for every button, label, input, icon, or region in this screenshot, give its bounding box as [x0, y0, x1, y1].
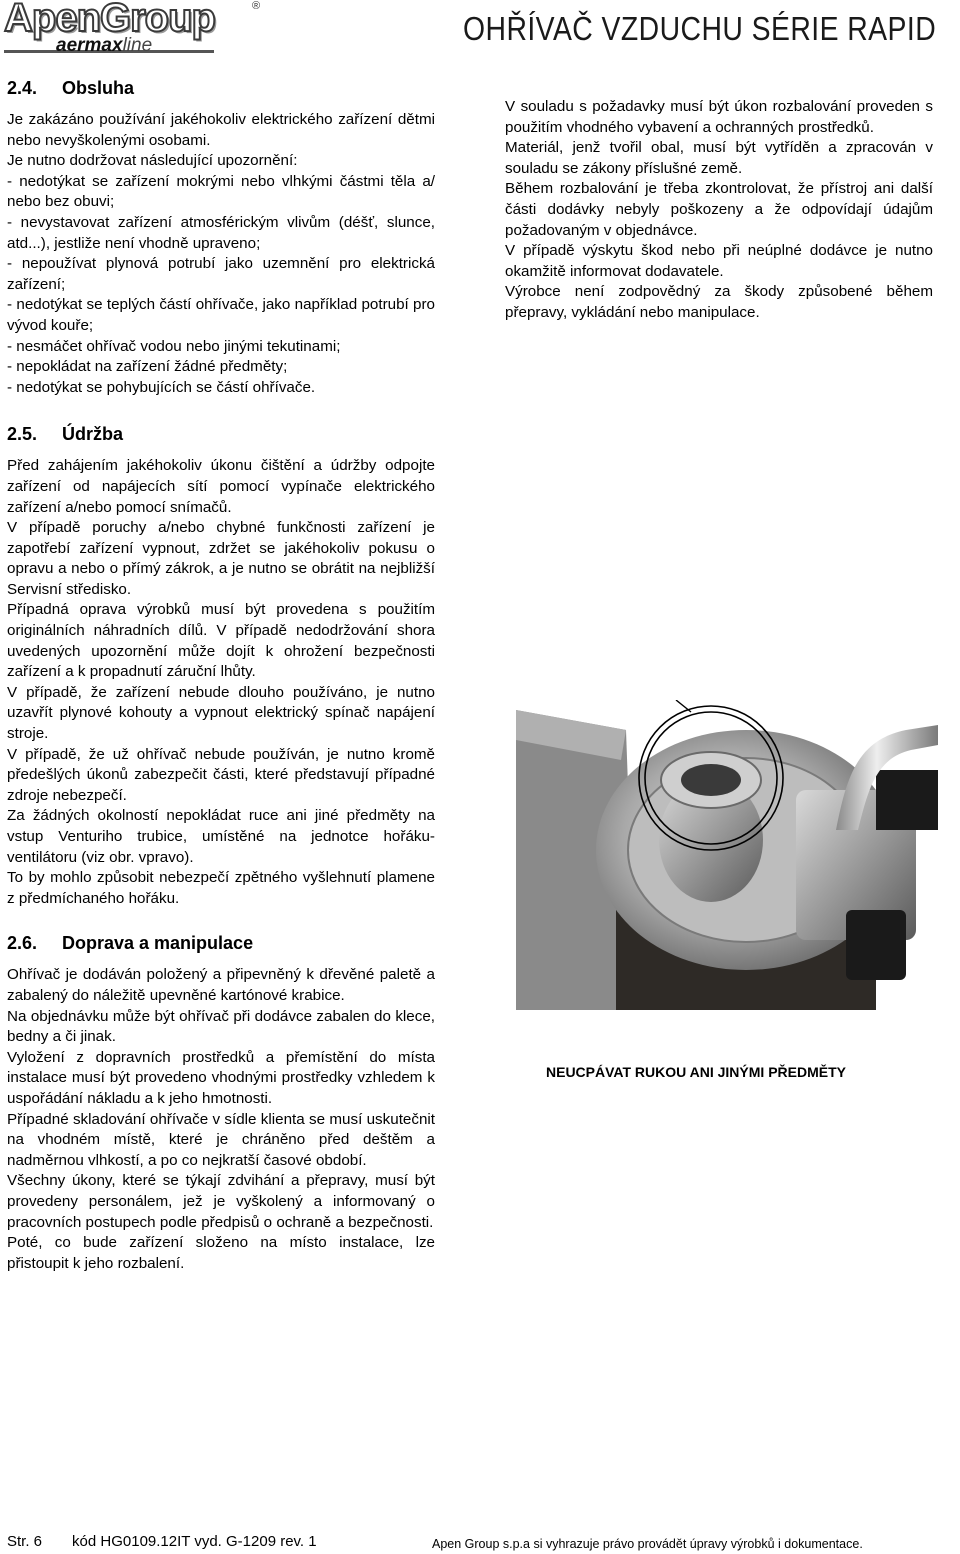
list-item: - nedotýkat se pohybujících se částí ohřívače.: [7, 378, 316, 396]
section-number: 2.4.: [7, 78, 38, 98]
page-header: [0, 0, 960, 60]
apengroup-logo: [4, 0, 266, 56]
section-title: Doprava a manipulace: [62, 933, 254, 954]
burner-illustration: [516, 700, 938, 1010]
list-item: - nedotýkat se zařízení mokrými nebo vlhkými částmi těla a/ nebo bez obuvi;: [7, 172, 435, 211]
paragraph: Je zakázáno používání jakéhokoliv elektrického zařízení dětmi nebo nevyškolenými osobami.: [7, 111, 435, 149]
footer-notice: Apen Group s.p.a si vyhrazuje právo provádět úpravy výrobků i dokumentace.: [432, 1537, 863, 1551]
list-item: - nedotýkat se teplých částí ohřívače, jako například potrubí pro vývod kouře;: [7, 296, 435, 334]
burner-fan-photo: [516, 700, 938, 1010]
section-title: Údržba: [62, 424, 124, 445]
paragraph: Vyložení z dopravních prostředků a přemístění do místa instalace musí být provedeno vhodnými prostředky vzhledem k uspořádání nákladu a k jeho hmotnosti.: [7, 1048, 435, 1107]
section-heading-2-5: [7, 424, 435, 444]
list-item: - nesmáčet ohřívač vodou nebo jinými tekutinami;: [7, 337, 341, 355]
section-title: Obsluha: [62, 78, 135, 98]
section-heading-2-4: [7, 78, 435, 98]
paragraph: Za žádných okolností nepokládat ruce ani jiné předměty na vstup Venturiho trubice, umístěné na jednotce hořáku-ventilátoru (viz obr. vpravo).: [7, 807, 435, 866]
paragraph: Před zahájením jakéhokoliv úkonu čištění a údržby odpojte zařízení od napájecích sítí pomocí vypínače elektrického zařízení a/nebo pomocí snímačů.: [7, 457, 435, 516]
paragraph: Všechny úkony, které se týkají zdvihání a přepravy, musí být provedeny personálem, jež je vyškolený a informovaný o pracovních postupech podle předpisů o ochraně a bezpečnosti.: [7, 1172, 435, 1231]
paragraph: Výrobce není zodpovědný za škody způsobené během přepravy, vykládání nebo manipulace.: [505, 283, 933, 321]
paragraph: V případě, že zařízení nebude dlouho používáno, je nutno uzavřít plynové kohouty a vypnout elektrický spínač napájení stroje.: [7, 683, 435, 743]
registered-mark: ®: [252, 0, 261, 12]
paragraph: To by mohlo způsobit nebezpečí zpětného vyšlehnutí plamene z předmíchaného hořáku.: [7, 869, 435, 907]
pointer-line: [676, 700, 691, 712]
paragraph: Případné skladování ohřívače v sídle klienta se musí uskutečnit na vhodném místě, které je chráněno před deštěm a nadměrnou vlhkostí, a po co nejkratší časové období.: [7, 1110, 435, 1169]
paragraph: Ohřívač je dodáván položený a připevněný k dřevěné paletě a zabalený do náležitě upevněné kartónové krabice.: [7, 966, 435, 1004]
paragraph: Materiál, jenž tvořil obal, musí být vytříděn a zpracován v souladu se zákony příslušné země.: [505, 139, 933, 177]
paragraph: Poté, co bude zařízení složeno na místo instalace, lze přistoupit k jeho rozbalení.: [7, 1234, 435, 1272]
logo-sub-light: line: [122, 35, 153, 56]
connector-top: [876, 770, 938, 830]
venturi-inlet: [681, 764, 741, 796]
right-column: [505, 97, 933, 324]
paragraph: Během rozbalování je třeba zkontrolovat, že přístroj ani další části dodávky nebyly poškozeny a že odpovídají údajům požadovaným v objednávce.: [505, 180, 933, 239]
connector-bottom: [846, 910, 906, 980]
logo-wordmark: ApenGroup: [4, 0, 215, 40]
section-heading-2-6: [7, 933, 435, 953]
document-title: OHŘÍVAČ VZDUCHU SÉRIE RAPID: [462, 10, 936, 47]
left-column: [7, 78, 435, 1274]
document-code: kód HG0109.12IT vyd. G-1209 rev. 1: [72, 1533, 317, 1550]
paragraph: V případě poruchy a/nebo chybné funkčnosti zařízení je zapotřebí zařízení vypnout, zdržet se jakéhokoliv pokusu o opravu a nebo o přímý zákrok, a je nutno se obrátit na nejbližší Servisní středisko.: [7, 519, 435, 598]
page-number: Str. 6: [7, 1533, 43, 1550]
section-number: 2.6.: [7, 933, 38, 954]
paragraph: Případná oprava výrobků musí být provedena s použitím originálních náhradních dílů. V případě nedodržování shora uvedených upozornění může dojít k ohrožení bezpečnosti zařízení a k propadnutí záruční lhůty.: [7, 601, 435, 681]
figure-caption: NEUCPÁVAT RUKOU ANI JINÝMI PŘEDMĚTY: [546, 1064, 846, 1080]
footer-left: [7, 1533, 347, 1550]
list-item: - nevystavovat zařízení atmosférickým vlivům (déšť, slunce, atd...), jestliže není vhodně upraveno;: [7, 213, 435, 252]
paragraph: V případě výskytu škod nebo při neúplné dodávce je nutno okamžitě informovat dodavatele.: [505, 242, 933, 280]
paragraph: V případě, že už ohřívač nebude používán, je nutno kromě předešlých úkonů zabezpečit části, které představují případné zdroje nebezpečí.: [7, 745, 435, 804]
paragraph: V souladu s požadavky musí být úkon rozbalování proveden s použitím vhodného vybavení a ochranných prostředků.: [505, 98, 933, 136]
logo-sub-bold: aermax: [56, 35, 123, 56]
paragraph: Je nutno dodržovat následující upozornění:: [7, 152, 298, 170]
logo-subline: [56, 36, 152, 56]
list-item: - nepoužívat plynová potrubí jako uzemnění pro elektrická zařízení;: [7, 255, 435, 293]
list-item: - nepokládat na zařízení žádné předměty;: [7, 358, 288, 376]
paragraph: Na objednávku může být ohřívač při dodávce zabalen do klece, bedny a či jinak.: [7, 1007, 435, 1046]
section-number: 2.5.: [7, 424, 38, 445]
